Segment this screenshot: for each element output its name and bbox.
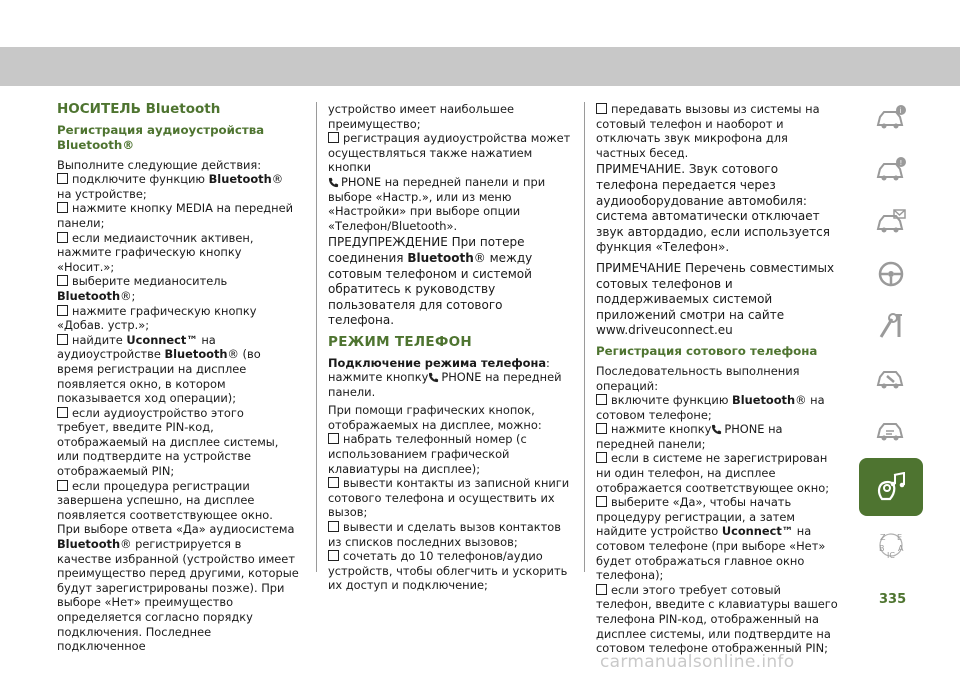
phone-step-2: нажмите кнопку PHONE на передней панели;: [596, 422, 783, 451]
phone-mode-connect: Подключение режима телефона: нажмите кнопку PHONE на передней панели.: [328, 355, 562, 399]
step-8: если процедура регистрации завершена успешно, на дисплее появляется соответствующее окно. При выборе ответа «Да» аудиосистема Bluetooth® регистрируется в качестве избранной (устройство имеет преимущество перед другими, которые будут зарегистрированы позже). При выборе «Нет» преимущество определяется согласно порядку подключения. Последнее подключенное: [57, 478, 299, 654]
phone-icon: [328, 177, 339, 188]
step-5: нажмите графическую кнопку «Добав. устр.»;: [57, 303, 257, 333]
car-wrench-icon: [874, 363, 908, 393]
checkbox-icon: [57, 305, 68, 316]
svg-text:A: A: [898, 543, 904, 553]
tab-tools[interactable]: [859, 302, 923, 349]
step-7: если аудиоустройство этого требует, введите PIN-код, отображаемый на дисплее системы, или подтвердите на устройстве отображаемый PIN;: [57, 405, 279, 479]
note-audio: ПРИМЕЧАНИЕ. Звук сотового телефона передается через аудиооборудование автомобиля: система автоматически отключает звук автордадио, если используется функция «Телефон».: [596, 162, 830, 255]
checkbox-icon: [57, 173, 68, 184]
svg-text:E: E: [897, 532, 903, 542]
step-2: нажмите кнопку MEDIA на передней панели;: [57, 201, 293, 230]
svg-text:Z: Z: [880, 532, 886, 542]
checkbox-icon: [57, 334, 68, 345]
checkbox-icon: [596, 423, 607, 434]
tab-multimedia[interactable]: [859, 458, 923, 516]
checkbox-icon: [57, 275, 68, 286]
multimedia-active-icon: [874, 472, 908, 502]
step-6: найдите Uconnect™ на аудиоустройстве Bluetooth® (во время регистрации на дисплее появляется окно, в котором показывается ход операции);: [57, 332, 261, 406]
checkbox-icon: [596, 496, 607, 507]
subsection-title-phone-registration: Регистрация сотового телефона: [596, 343, 818, 358]
column-divider: [584, 102, 585, 572]
feature-dial: набрать телефонный номер (с использованием графической клавиатуры на дисплее);: [328, 432, 527, 476]
car-info-icon: [874, 103, 908, 133]
feature-pair-devices: сочетать до 10 телефонов/аудио устройств, чтобы облегчить и ускорить их доступ и подключение;: [328, 549, 568, 593]
svg-text:IC: IC: [887, 550, 895, 560]
tab-car-envelope[interactable]: [859, 198, 923, 245]
phone-registration-intro: Последовательность выполнения операций:: [596, 363, 800, 393]
tab-alphabet-index[interactable]: [859, 521, 923, 568]
feature-transfer-calls: передавать вызовы из системы на сотовый телефон и наоборот и отключать звук микрофона для частных бесед.: [596, 102, 820, 160]
phone-icon: [428, 372, 439, 383]
column-divider: [316, 102, 317, 572]
step-3: если медиаисточник активен, нажмите графическую кнопку «Носит.»;: [57, 230, 254, 274]
phone-step-5: если этого требует сотовый телефон, введите с клавиатуры вашего телефона PIN-код, отображенный на дисплее системы, или подтвердите на сотовом телефоне отображенный PIN;: [596, 582, 838, 656]
tools-icon: [874, 311, 908, 341]
steering-wheel-icon: [874, 259, 908, 289]
svg-text:B: B: [879, 543, 885, 553]
feature-recent-calls: вывести и сделать вызов контактов из списков последних вызовов;: [328, 520, 561, 549]
car-spec-icon: [874, 415, 908, 445]
column-3: [596, 102, 840, 656]
checkbox-icon: [57, 202, 68, 213]
chapter-tabs: [859, 94, 923, 573]
phone-step-3: если в системе не зарегистрирован ни один телефон, на дисплее отображается соответствующее окно;: [596, 451, 830, 495]
tab-car-warning[interactable]: [859, 146, 923, 193]
section-title-phone-mode: РЕЖИМ ТЕЛЕФОН: [328, 333, 473, 350]
checkbox-icon: [57, 480, 68, 491]
tab-car-info[interactable]: [859, 94, 923, 141]
warning-text: ПРЕДУПРЕЖДЕНИЕ При потере соединения Bluetooth® между сотовым телефоном и системой обратитесь к руководству пользователя для сотового телефона.: [328, 235, 533, 328]
checkbox-icon: [57, 232, 68, 243]
svg-text:!: !: [899, 158, 903, 167]
checkbox-icon: [328, 550, 339, 561]
tab-car-spec[interactable]: [859, 406, 923, 453]
phone-icon: [711, 424, 722, 435]
checkbox-icon: [596, 452, 607, 463]
checkbox-icon: [596, 103, 607, 114]
section-title-bluetooth: НОСИТЕЛЬ Bluetooth: [57, 101, 221, 117]
column-1: [57, 102, 299, 654]
step-4: выберите медианоситель Bluetooth®;: [57, 274, 228, 303]
note-compatibility: ПРИМЕЧАНИЕ Перечень совместимых сотовых телефонов и поддерживаемых системой приложений смотри на сайте www.driveuconnect.eu: [596, 260, 835, 338]
checkbox-icon: [328, 477, 339, 488]
subsection-title-audio-registration: Регистрация аудиоустройства Bluetooth®: [57, 122, 265, 152]
car-envelope-icon: [874, 207, 908, 237]
intro-text: Выполните следующие действия:: [57, 157, 262, 172]
column-2: [328, 102, 572, 593]
continuation-text: устройство имеет наибольшее преимущество;: [328, 102, 514, 131]
graphic-buttons-intro: При помощи графических кнопок, отображаемых на дисплее, можно:: [328, 403, 542, 432]
checkbox-icon: [328, 132, 339, 143]
checkbox-icon: [328, 433, 339, 444]
feature-contacts: вывести контакты из записной книги сотового телефона и осуществить их вызов;: [328, 476, 570, 520]
phone-step-1: включите функцию Bluetooth® на сотовом телефоне;: [596, 393, 825, 422]
checkbox-icon: [596, 394, 607, 405]
svg-text:i: i: [899, 106, 902, 115]
checkbox-icon: [57, 407, 68, 418]
watermark: carmanualsonline.info: [600, 652, 795, 672]
tab-steering[interactable]: [859, 250, 923, 297]
checkbox-icon: [328, 521, 339, 532]
step-1: подключите функцию Bluetooth® на устройстве;: [57, 172, 284, 201]
phone-step-4: выберите «Да», чтобы начать процедуру регистрации, а затем найдите устройство Uconnect™ на сотовом телефоне (при выборе «Нет» будет отображаться главное окно телефона);: [596, 495, 826, 583]
header-band: [0, 47, 960, 86]
car-warning-icon: [874, 155, 908, 185]
tab-car-wrench[interactable]: [859, 354, 923, 401]
alphabet-index-icon: [874, 530, 908, 560]
step-alt-registration: регистрация аудиоустройства может осуществляться также нажатием кнопки PHONE на передней панели и при выборе «Настр.», или из меню «Настройки» при выборе опции «Телефон/Bluetooth».: [328, 131, 571, 233]
page-number: 335: [879, 592, 907, 607]
checkbox-icon: [596, 584, 607, 595]
